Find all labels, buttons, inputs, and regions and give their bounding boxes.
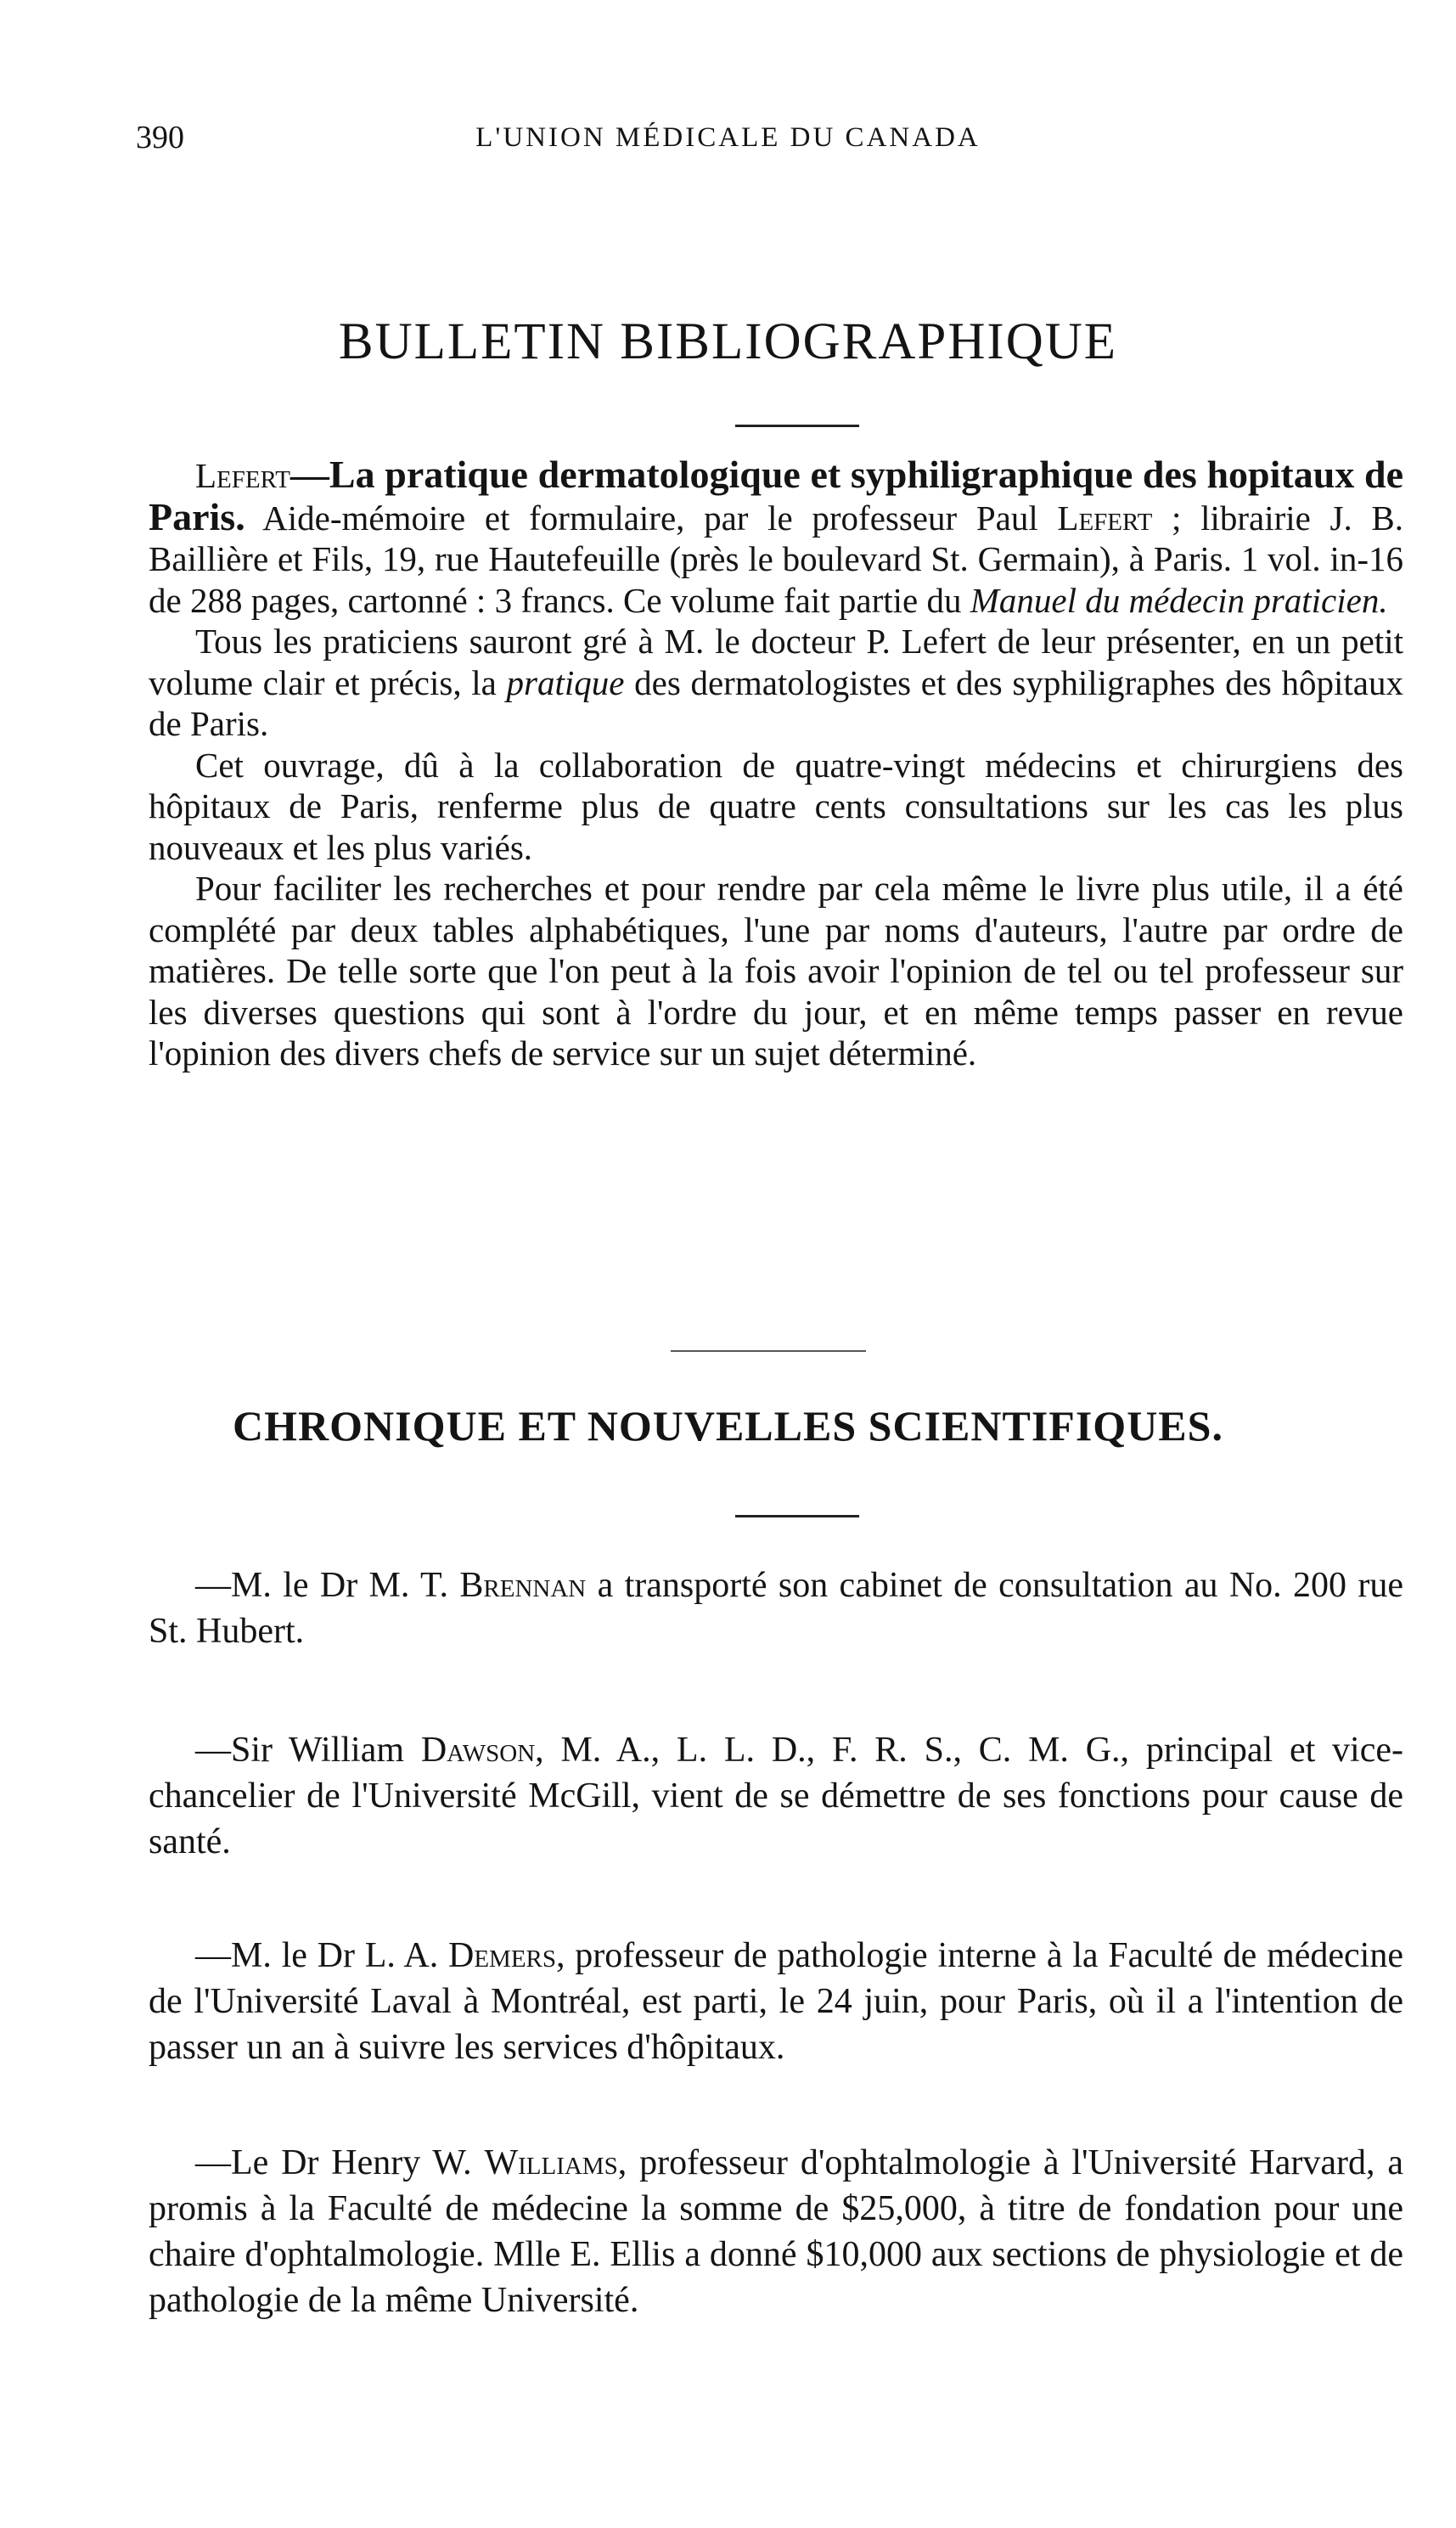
review-paragraph-text: des dermatologistes et des syphiligraphes des hôpitaux de Paris. [149,662,1403,743]
news-item-text [149,2140,1403,2323]
news-text: —Sir William [195,1731,421,1770]
review-paragraph: Cet ouvrage, dû à la collaboration de quatre-vingt médecins et chirurgiens des hôpitaux de Paris, renferme plus de quatre cents consultations sur les cas les plus nouveaux et les plus variés. [149,745,1403,867]
review-series-title: Manuel du médecin praticien. [970,580,1388,620]
review-dash: — [290,453,329,496]
news-text: a transporté son cabinet de consultation au No. 200 rue St. Hubert. [149,1566,1403,1651]
news-person-name: Williams [484,2143,618,2182]
heading-rule [735,1515,859,1517]
news-item [149,1562,1403,1654]
running-header [0,119,1456,161]
review-publisher-text: ; librairie J. B. Baillière et Fils, 19, rue Hautefeuille (près le boulevard St. Germain), à Paris. 1 vol. in-16 de 288 pages, cartonné : 3 francs. Ce volume fait partie du [149,498,1403,620]
review-book-title: La pratique dermatologique et syphiligraphique des hopitaux de Paris. [149,453,1403,538]
review-citation [149,454,1403,621]
heading-rule [735,425,859,427]
news-item [149,1933,1403,2070]
news-person-name: Dawson [420,1731,536,1770]
bibliography-heading: BULLETIN BIBLIOGRAPHIQUE [338,313,1118,370]
news-text: —Le Dr Henry W. [195,2143,485,2182]
news-person-name: Brennan [459,1566,587,1605]
section-separator-rule [671,1350,866,1352]
page-number: 390 [136,120,184,155]
review-paragraph: Pour faciliter les recherches et pour rendre par cela même le livre plus utile, il a été complété par deux tables alphabétiques, l'une par noms d'auteurs, l'autre par ordre de matières. De telle sorte que l'on peut à la fois avoir l'opinion de tel ou tel professeur sur les diverses questions qui sont à l'ordre du jour, et en même temps passer en revue l'opinion des divers chefs de service sur un sujet déterminé. [149,869,1403,1073]
news-item-text [149,1933,1403,2070]
news-item-text [149,1562,1403,1654]
news-item-text [149,1727,1403,1865]
news-item [149,2140,1403,2323]
news-text: —M. le Dr M. T. [195,1566,460,1605]
review-emphasis: pratique [506,662,625,702]
news-text: , M. A., L. L. D., F. R. S., C. M. G., principal et vice-chancelier de l'Université McGill, vient de se démettre de ses fonctions pour cause de santé. [149,1731,1403,1861]
book-review [149,454,1403,1074]
chronicle-heading: CHRONIQUE ET NOUVELLES SCIENTIFIQUES. [233,1402,1223,1450]
journal-title: L'UNION MÉDICALE DU CANADA [475,122,981,153]
news-person-name: Demers [447,1936,557,1975]
review-author: Lefert [195,456,290,495]
news-item [149,1727,1403,1865]
review-paragraph-text: Tous les praticiens sauront gré à M. le docteur P. Lefert de leur présenter, en un petit volume clair et précis, la [149,622,1403,702]
news-text: —M. le Dr L. A. [195,1936,448,1975]
news-text: , professeur de pathologie interne à la Faculté de médecine de l'Université Laval à Montréal, est parti, le 24 juin, pour Paris, où il a l'intention de passer un an à suivre les services d'hôpitaux. [149,1936,1403,2067]
review-citation-text: Aide-mémoire et formulaire, par le professeur Paul [245,498,1058,538]
review-author-name: Lefert [1057,498,1153,538]
review-paragraph [149,621,1403,745]
news-text: , professeur d'ophtalmologie à l'Université Harvard, a promis à la Faculté de médecine la somme de $25,000, à titre de fondation pour une chaire d'ophtalmologie. Mlle E. Ellis a donné $10,000 aux sections de physiologie et de pathologie de la même Université. [149,2143,1403,2320]
